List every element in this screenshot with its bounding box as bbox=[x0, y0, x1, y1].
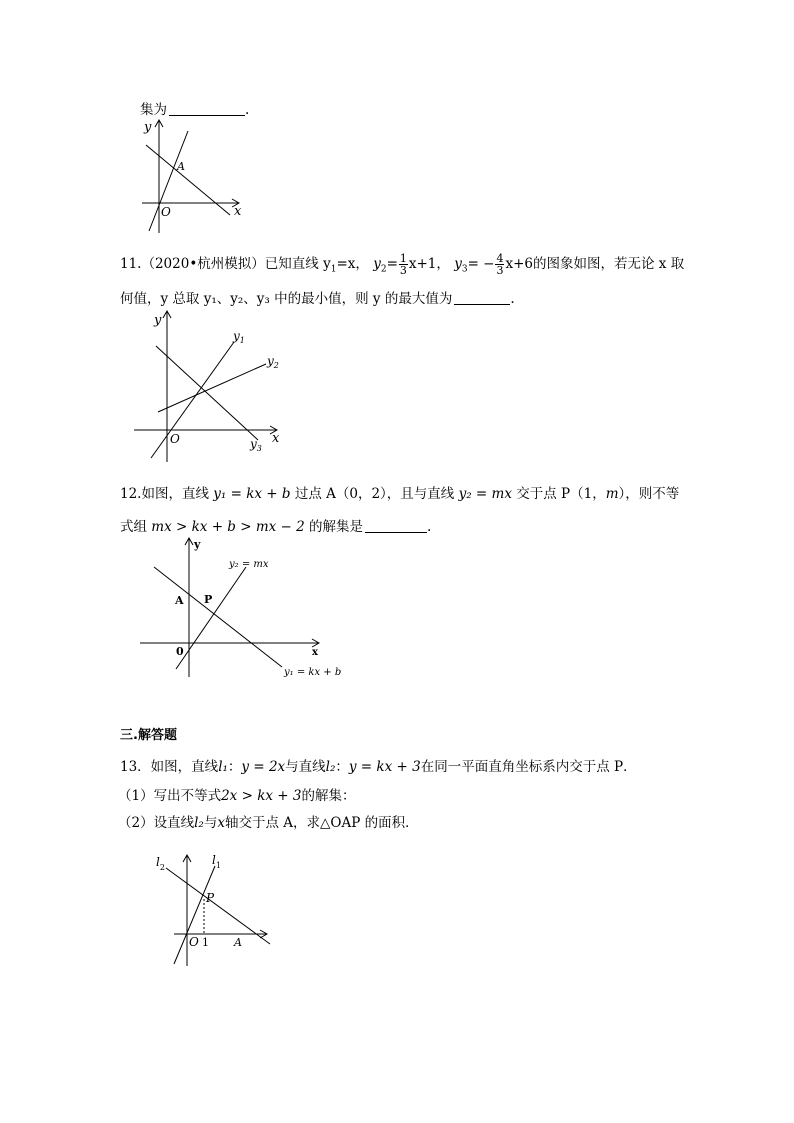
q12-end: . bbox=[427, 519, 432, 535]
q12-y2-label: y₂ = mx bbox=[229, 559, 269, 570]
q12-x-label: x bbox=[312, 647, 318, 658]
q11-y3-fraction bbox=[495, 253, 504, 276]
q11-y2-eq: = bbox=[386, 256, 398, 272]
q11-y2-num: 1 bbox=[399, 252, 407, 265]
q12-line1-e: 交于点 P（1， bbox=[511, 486, 606, 502]
q11-y3-eq: = − bbox=[467, 256, 495, 272]
q13-part2-x: x bbox=[217, 815, 225, 831]
q11-answer-blank[interactable] bbox=[454, 290, 510, 305]
q12-line1-g: ），则不等 bbox=[618, 486, 680, 502]
q11-y-label: y bbox=[154, 313, 162, 328]
q13-line1-c: ： bbox=[227, 759, 242, 775]
q12-point-a-label: A bbox=[175, 594, 184, 607]
q13-part2-c: 与 bbox=[203, 815, 218, 831]
q13-part2 bbox=[118, 811, 419, 831]
q13-part2-a: （2）设直线 bbox=[118, 815, 195, 831]
q13-l2: l₂ bbox=[325, 759, 336, 775]
q12-origin-label: 0 bbox=[176, 645, 184, 658]
q12-line2 bbox=[120, 515, 431, 535]
q12-line1-m: m bbox=[605, 486, 619, 502]
q11-y3-rest: x+6的图象如图，若无论 x 取 bbox=[505, 256, 685, 272]
q10-point-a-label: A bbox=[177, 160, 185, 173]
q10-end: . bbox=[245, 102, 250, 118]
q13-eq2: y = kx + 3 bbox=[348, 759, 421, 775]
q11-origin-label: O bbox=[170, 432, 180, 446]
q13-l1-label: $l_1$ bbox=[212, 853, 221, 870]
q11-y1-sub: 1 bbox=[330, 264, 337, 275]
q11-y3-label: $y_3$ bbox=[250, 437, 262, 453]
q12-line-y1 bbox=[154, 567, 282, 667]
q13-point-p-label: P bbox=[206, 891, 215, 905]
q11-line1 bbox=[120, 252, 684, 276]
q11-y2-label: $y_2$ bbox=[267, 354, 279, 370]
q10-y-label: y bbox=[144, 120, 152, 135]
q12-line-y2 bbox=[176, 567, 246, 669]
q12-answer-blank[interactable] bbox=[365, 518, 427, 533]
q10-answer-blank[interactable] bbox=[169, 101, 245, 116]
q11-line-y1 bbox=[151, 342, 234, 458]
q11-y3-den: 3 bbox=[496, 264, 504, 277]
q11-y3-lhs: y bbox=[454, 256, 462, 272]
q13-l2-label: $l_2$ bbox=[156, 855, 165, 872]
q12-line1 bbox=[120, 482, 679, 502]
q13-line-l1 bbox=[174, 866, 215, 964]
q10-figure bbox=[130, 115, 250, 235]
q11-line-y3 bbox=[156, 346, 258, 440]
q11-y3-sub: 3 bbox=[461, 264, 468, 275]
q13-line1-e: 与直线 bbox=[285, 759, 326, 775]
q13-origin-label: O bbox=[189, 935, 199, 949]
q11-end: . bbox=[510, 291, 515, 307]
q11-line-y2 bbox=[158, 364, 266, 412]
q13-part1-c: 的解集： bbox=[301, 788, 356, 804]
q12-line2-ineq: mx > kx + b > mx − 2 bbox=[151, 519, 305, 535]
q11-x-label: x bbox=[272, 431, 280, 446]
q11-line2-text: 何值，y 总取 y₁、y₂、y₃ 中的最小值，则 y 的最大值为 bbox=[120, 291, 453, 307]
q13-line1-a: 13．如图，直线 bbox=[120, 759, 219, 775]
q11-y2-sub: 2 bbox=[380, 264, 387, 275]
q12-y1-label: y₁ = kx + b bbox=[284, 667, 342, 678]
q11-y1-eq: =x， bbox=[336, 256, 369, 272]
q12-line2-c: 的解集是 bbox=[304, 519, 364, 535]
q13-part1 bbox=[118, 784, 355, 804]
q13-line1-i: 在同一平面直角坐标系内交于点 P． bbox=[420, 759, 637, 775]
q13-part2-e: 轴交于点 A，求△OAP 的面积． bbox=[224, 815, 419, 831]
q11-line2 bbox=[120, 287, 515, 307]
q13-eq1: y = 2x bbox=[241, 759, 286, 775]
q12-point-p-label: P bbox=[204, 593, 213, 606]
q13-line1-g: ： bbox=[335, 759, 349, 775]
q10-x-label: x bbox=[234, 204, 242, 219]
q12-y-label: y bbox=[194, 538, 201, 551]
q12-line1-a: 12.如图，直线 bbox=[120, 486, 214, 502]
q13-figure bbox=[152, 852, 280, 970]
q12-figure bbox=[138, 533, 353, 681]
q13-line1 bbox=[120, 755, 637, 775]
q12-line1-eq2: y₂ = mx bbox=[458, 486, 512, 502]
q10-tail-text: 集为 bbox=[140, 102, 167, 118]
q13-tick-one-label: 1 bbox=[202, 936, 209, 949]
section-heading: 三.解答题 bbox=[120, 728, 177, 743]
q12-line1-c: 过点 A（0，2），且与直线 bbox=[290, 486, 459, 502]
q11-y2-den: 3 bbox=[399, 264, 407, 277]
q13-part2-l2: l₂ bbox=[194, 815, 204, 831]
q11-figure bbox=[130, 308, 290, 466]
q13-line-l2 bbox=[166, 868, 270, 944]
q11-y2-lhs: y bbox=[373, 256, 381, 272]
q10-origin-label: O bbox=[161, 205, 171, 219]
q13-point-a-label: A bbox=[234, 936, 242, 949]
q11-y3-num: 4 bbox=[496, 252, 504, 265]
q11-y2-fraction bbox=[399, 253, 408, 276]
q11-prefix: 11.（2020•杭州模拟）已知直线 y bbox=[120, 256, 331, 272]
q11-y1-label: $y_1$ bbox=[233, 329, 245, 345]
q13-part1-ineq: 2x > kx + 3 bbox=[221, 788, 302, 804]
q11-y2-rest: x+1， bbox=[408, 256, 450, 272]
q12-line2-a: 式组 bbox=[120, 519, 152, 535]
q13-part1-a: （1）写出不等式 bbox=[118, 788, 222, 804]
q13-l1: l₁ bbox=[218, 759, 228, 775]
q12-line1-eq1: y₁ = kx + b bbox=[213, 486, 291, 502]
